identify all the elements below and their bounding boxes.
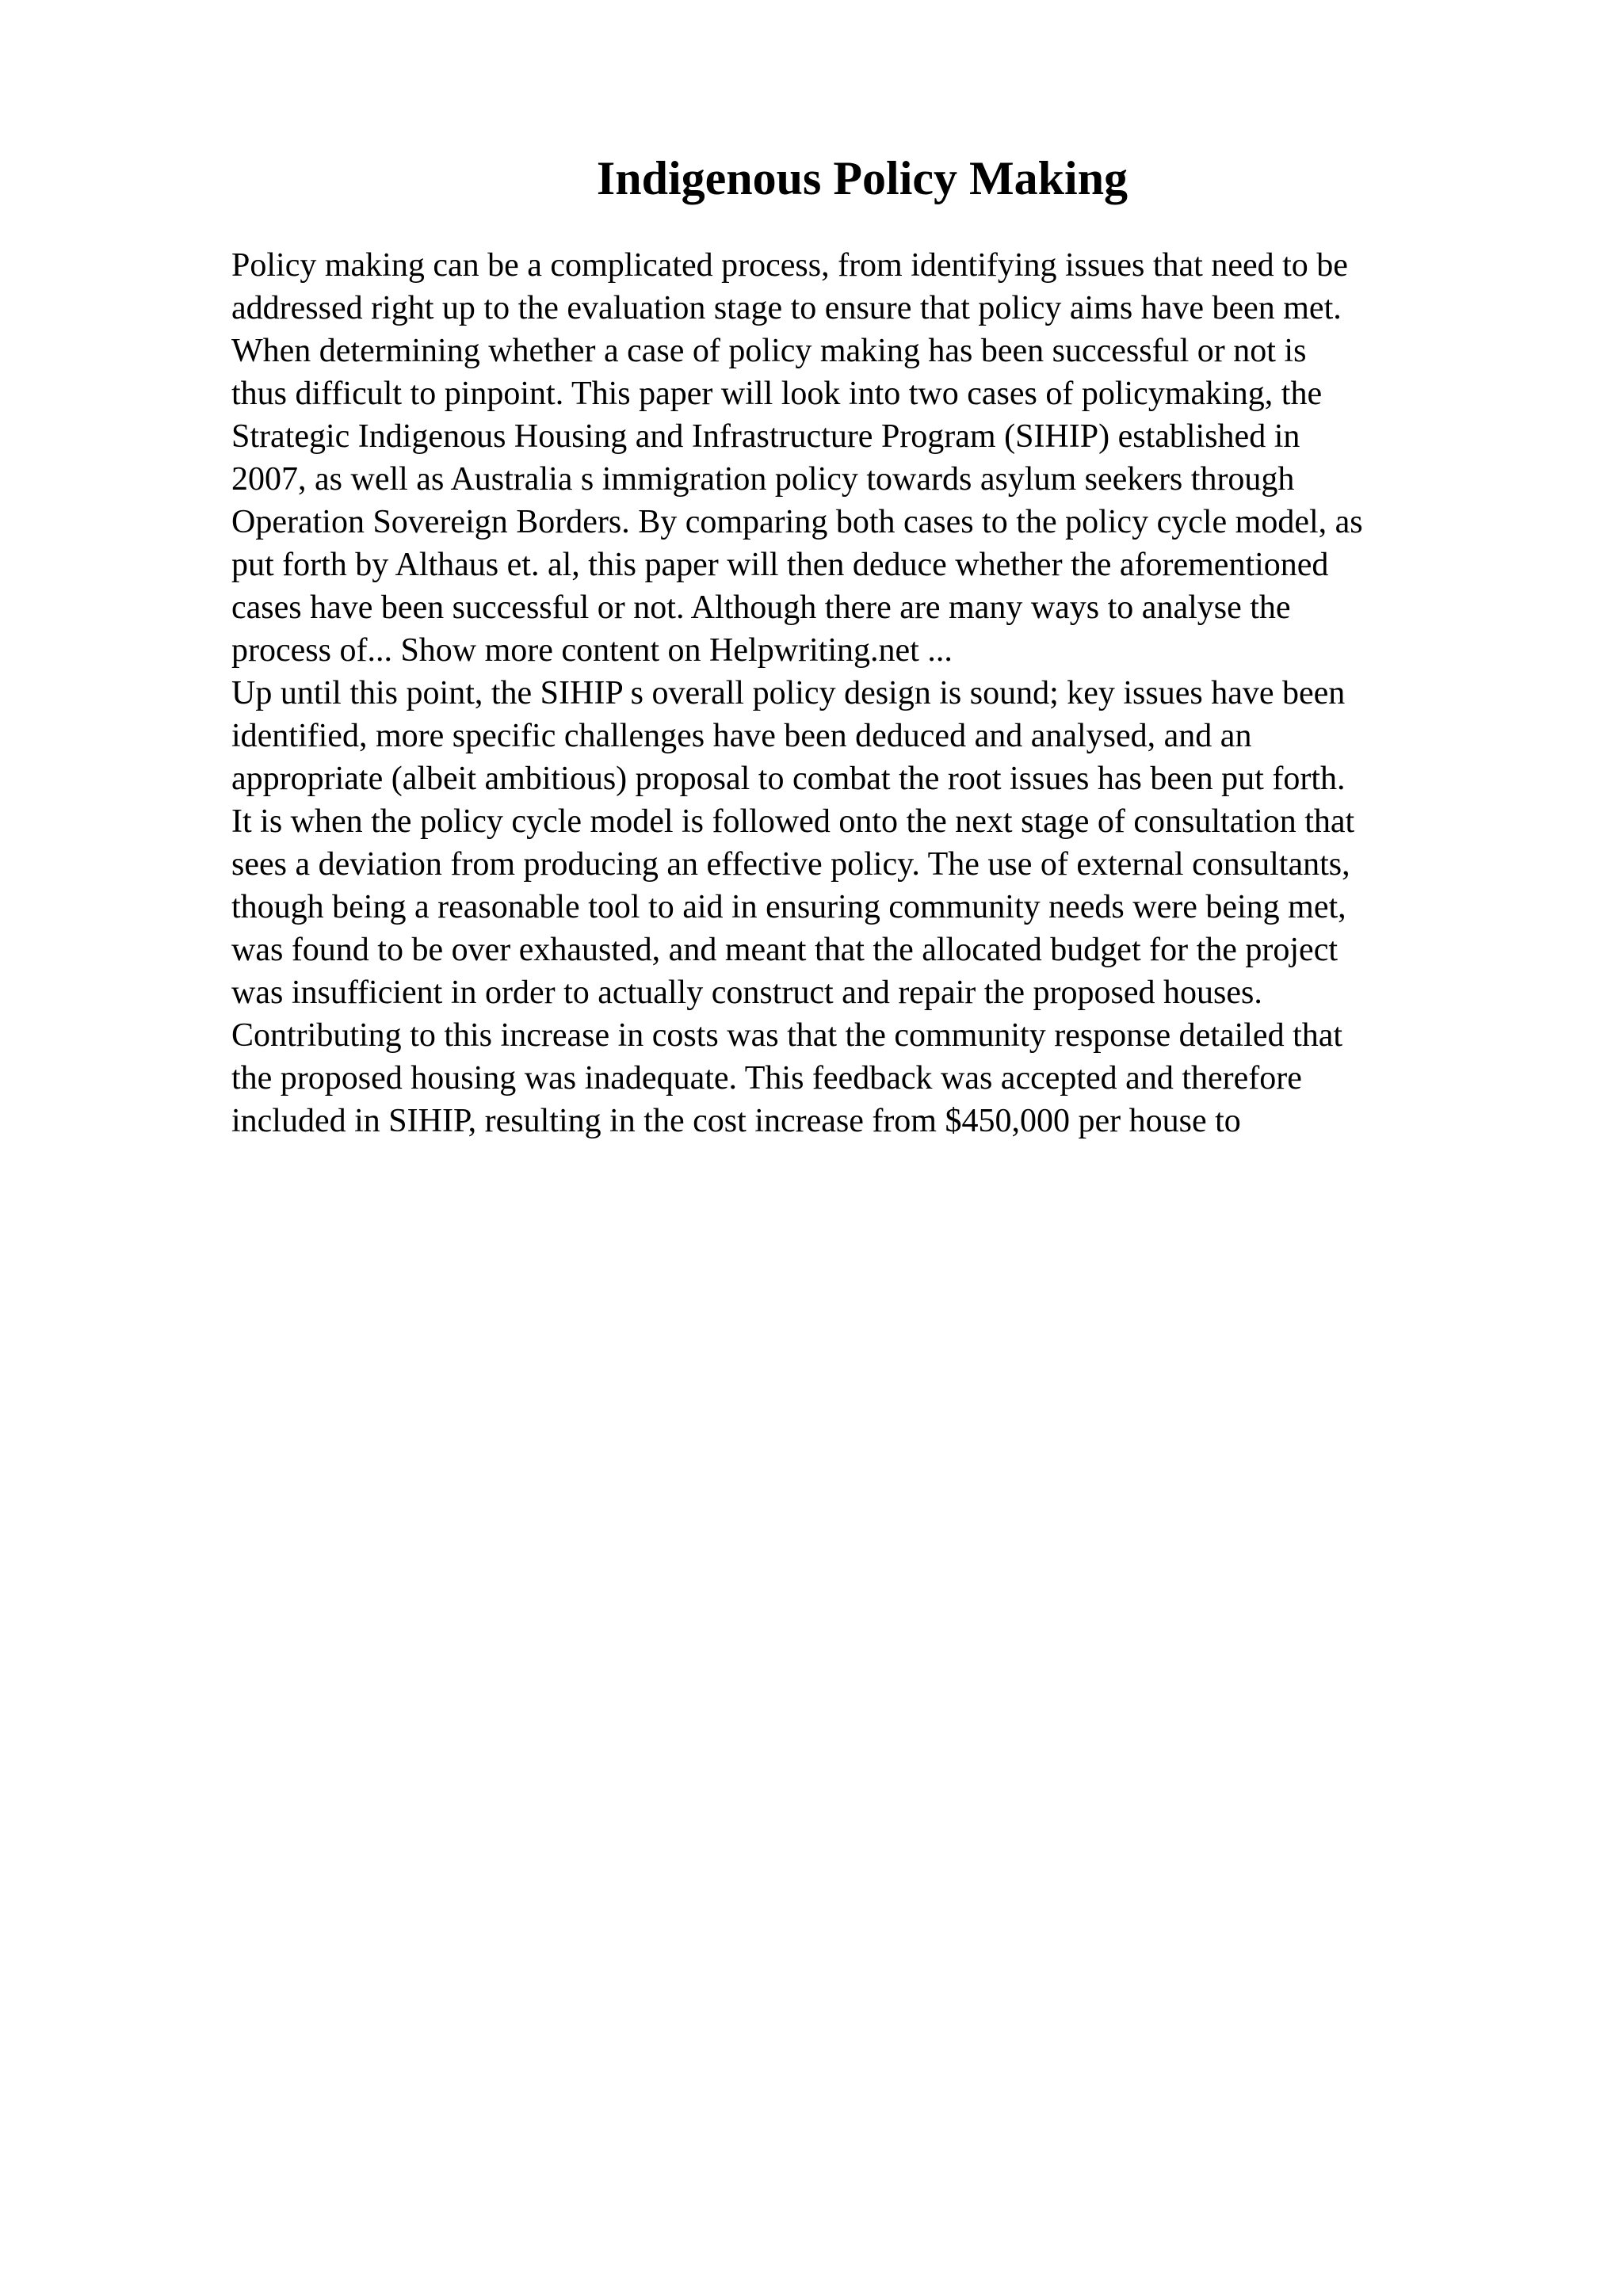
body-line: was found to be over exhausted, and meant that the allocated budget for the project (231, 932, 1338, 968)
body-line: Up until this point, the SIHIP s overall policy design is sound; key issues have been (231, 675, 1346, 711)
body-line: When determining whether a case of policy making has been successful or not is (231, 333, 1307, 369)
body-line: included in SIHIP, resulting in the cost increase from $450,000 per house to (231, 1103, 1241, 1139)
body-line: Strategic Indigenous Housing and Infrastructure Program (SIHIP) established in (231, 418, 1300, 455)
body-line: put forth by Althaus et. al, this paper will then deduce whether the aforementioned (231, 547, 1329, 583)
body-line: identified, more specific challenges have been deduced and analysed, and an (231, 718, 1252, 754)
body-line: though being a reasonable tool to aid in ensuring community needs were being met, (231, 889, 1346, 925)
body-line: Operation Sovereign Borders. By comparing both cases to the policy cycle model, as (231, 504, 1363, 540)
document-body (231, 244, 1499, 1142)
body-line: Contributing to this increase in costs was that the community response detailed that (231, 1017, 1343, 1054)
body-line: It is when the policy cycle model is followed onto the next stage of consultation that (231, 803, 1355, 840)
body-line: process of... Show more content on Helpwriting.net ... (231, 632, 953, 669)
document-title: Indigenous Policy Making (596, 152, 1128, 204)
body-line: sees a deviation from producing an effective policy. The use of external consultants, (231, 846, 1350, 883)
body-line: 2007, as well as Australia s immigration policy towards asylum seekers through (231, 461, 1295, 498)
body-line: the proposed housing was inadequate. This feedback was accepted and therefore (231, 1060, 1302, 1097)
body-line: Policy making can be a complicated process, from identifying issues that need to be (231, 247, 1348, 284)
body-line: was insufficient in order to actually construct and repair the proposed houses. (231, 974, 1262, 1011)
body-line: appropriate (albeit ambitious) proposal to combat the root issues has been put forth. (231, 761, 1346, 797)
body-line: cases have been successful or not. Although there are many ways to analyse the (231, 589, 1291, 626)
body-line: thus difficult to pinpoint. This paper will look into two cases of policymaking, the (231, 376, 1323, 412)
body-line: addressed right up to the evaluation stage to ensure that policy aims have been met. (231, 290, 1342, 326)
